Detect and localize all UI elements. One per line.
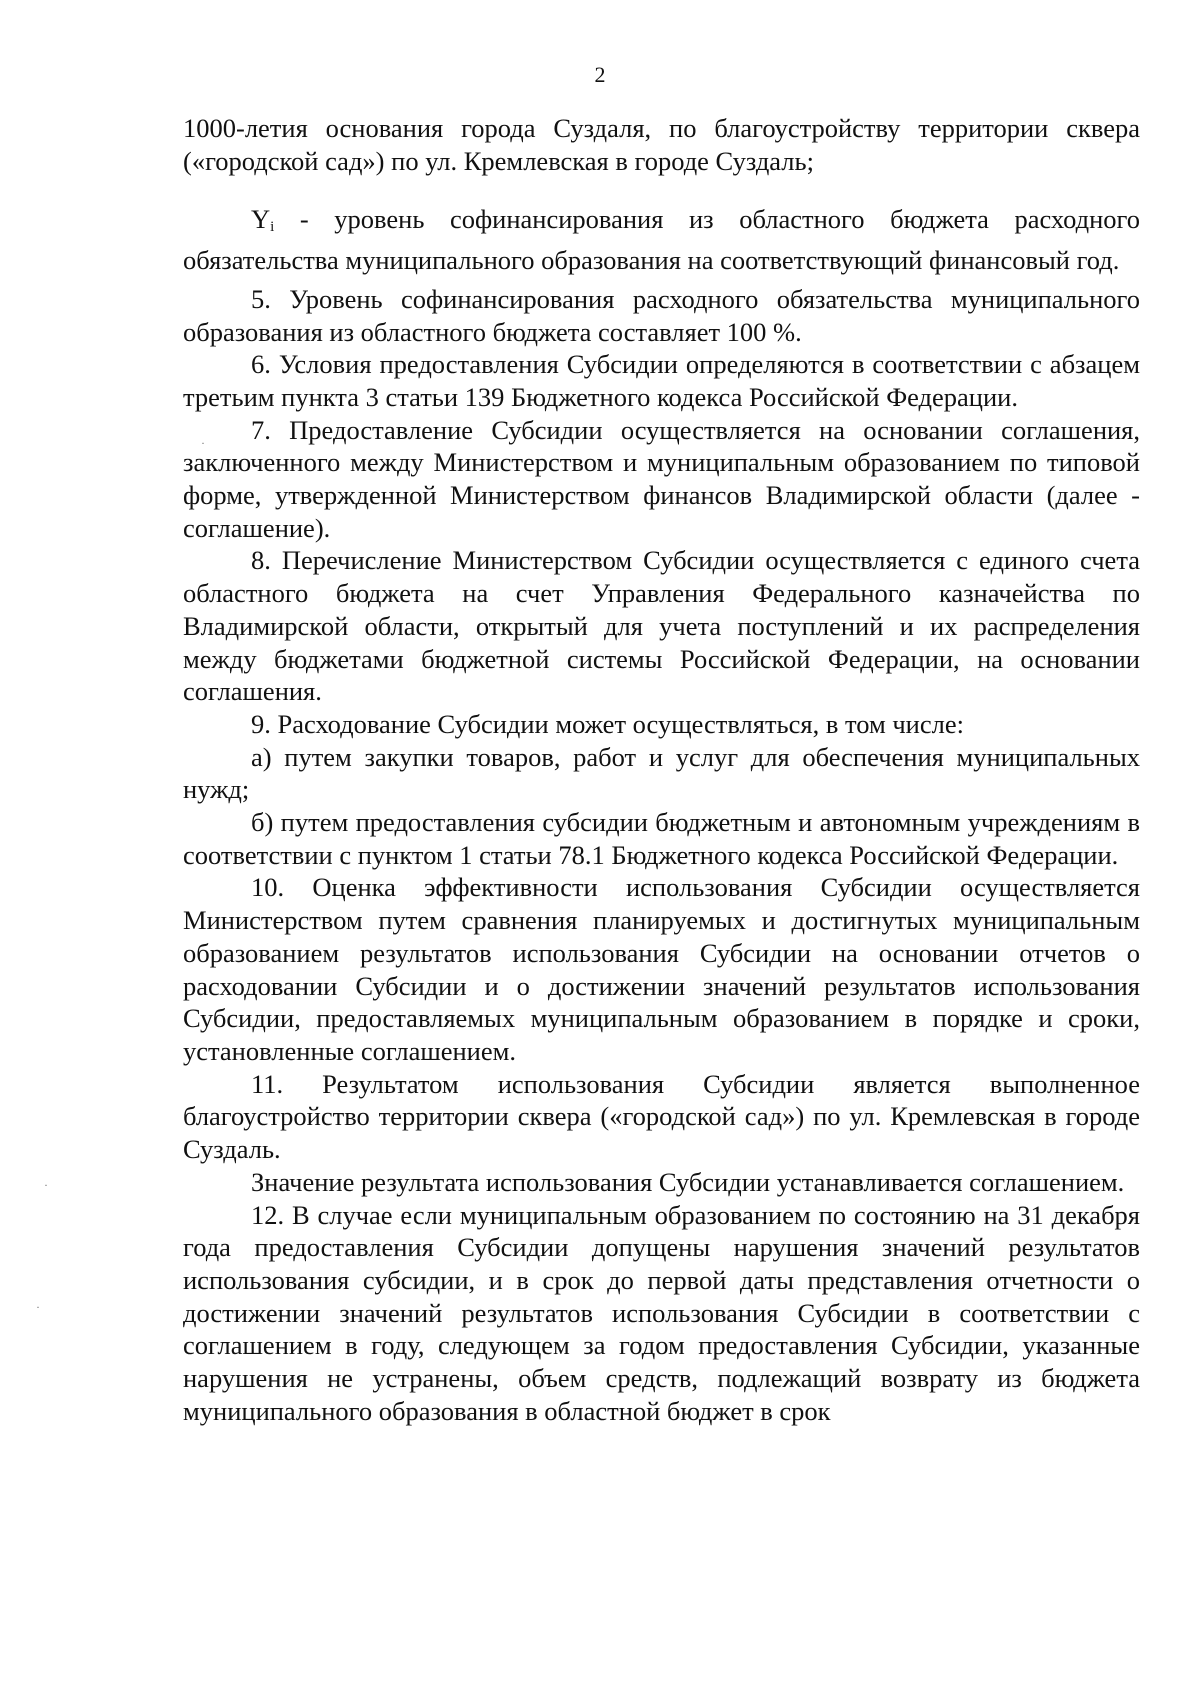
paragraph-9: 9. Расходование Субсидии может осуществляться, в том числе: xyxy=(251,708,964,739)
yi-subscript: i xyxy=(270,219,275,236)
paragraph-11-value: Значение результата использования Субсидии устанавливается соглашением. xyxy=(251,1166,1125,1197)
paragraph-5: 5. Уровень софинансирования расходного обязательства муниципального образования из областного бюджета составляет 100 %. xyxy=(183,283,1140,347)
paragraph-10: 10. Оценка эффективности использования Субсидии осуществляется Министерством путем сравнения планируемых и достигнутых муниципальным образованием результатов использования Субсидии на основании отчетов о расходовании Субсидии и о достижении значений результатов использования Субсидии, предоставляемых муниципальным образованием в порядке и сроки, установленные соглашением. xyxy=(183,872,1140,1066)
paragraph-11: 11. Результатом использования Субсидии является выполненное благоустройство территории сквера («городской сад») по ул. Кремлевская в городе Суздаль. xyxy=(183,1068,1140,1165)
paragraph-12: 12. В случае если муниципальным образованием по состоянию на 31 декабря года предоставления Субсидии допущены нарушения значений результатов использования субсидии, и в срок до первой даты представления отчетности о достижении значений результатов использования Субсидии в соответствии с соглашением в году, следующем за годом предоставления Субсидии, указанные нарушения не устранены, объем средств, подлежащий возврату из бюджета муниципального образования в областной бюджет в срок xyxy=(183,1199,1140,1426)
yi-symbol: $Y_i$ xyxy=(251,204,275,236)
scan-mark: · xyxy=(201,436,205,450)
paragraph-9b: б) путем предоставления субсидии бюджетным и автономным учреждениям в соответствии с пунктом 1 статьи 78.1 Бюджетного кодекса Российской Федерации. xyxy=(183,807,1140,870)
paragraph-9a: а) путем закупки товаров, работ и услуг для обеспечения муниципальных нужд; xyxy=(183,741,1140,805)
document-body xyxy=(183,112,1140,1427)
yi-definition-text: - уровень софинансирования из областного бюджета расходного обязательства муниципального образования на соответствующий финансовый год. xyxy=(183,204,1140,276)
paragraph-yi-definition xyxy=(183,203,1140,276)
paragraph-continuation: 1000-летия основания города Суздаля, по благоустройству территории сквера («городской сад») по ул. Кремлевская в городе Суздаль; xyxy=(183,113,1140,176)
paragraph-7: 7. Предоставление Субсидии осуществляется на основании соглашения, заключенного между Министерством и муниципальным образованием по типовой форме, утвержденной Министерством финансов Владимирской области (далее - соглашение). xyxy=(183,414,1140,543)
page-number: 2 xyxy=(594,62,606,87)
paragraph-8: 8. Перечисление Министерством Субсидии осуществляется с единого счета областного бюджета на счет Управления Федерального казначейства по Владимирской области, открытый для учета поступлений и их распределения между бюджетами бюджетной системы Российской Федерации, на основании соглашения. xyxy=(183,545,1140,707)
scan-mark: · xyxy=(44,1178,48,1192)
scan-mark: · xyxy=(36,1300,40,1314)
paragraph-6: 6. Условия предоставления Субсидии определяются в соответствии с абзацем третьим пункта 3 статьи 139 Бюджетного кодекса Российской Федерации. xyxy=(183,349,1140,412)
